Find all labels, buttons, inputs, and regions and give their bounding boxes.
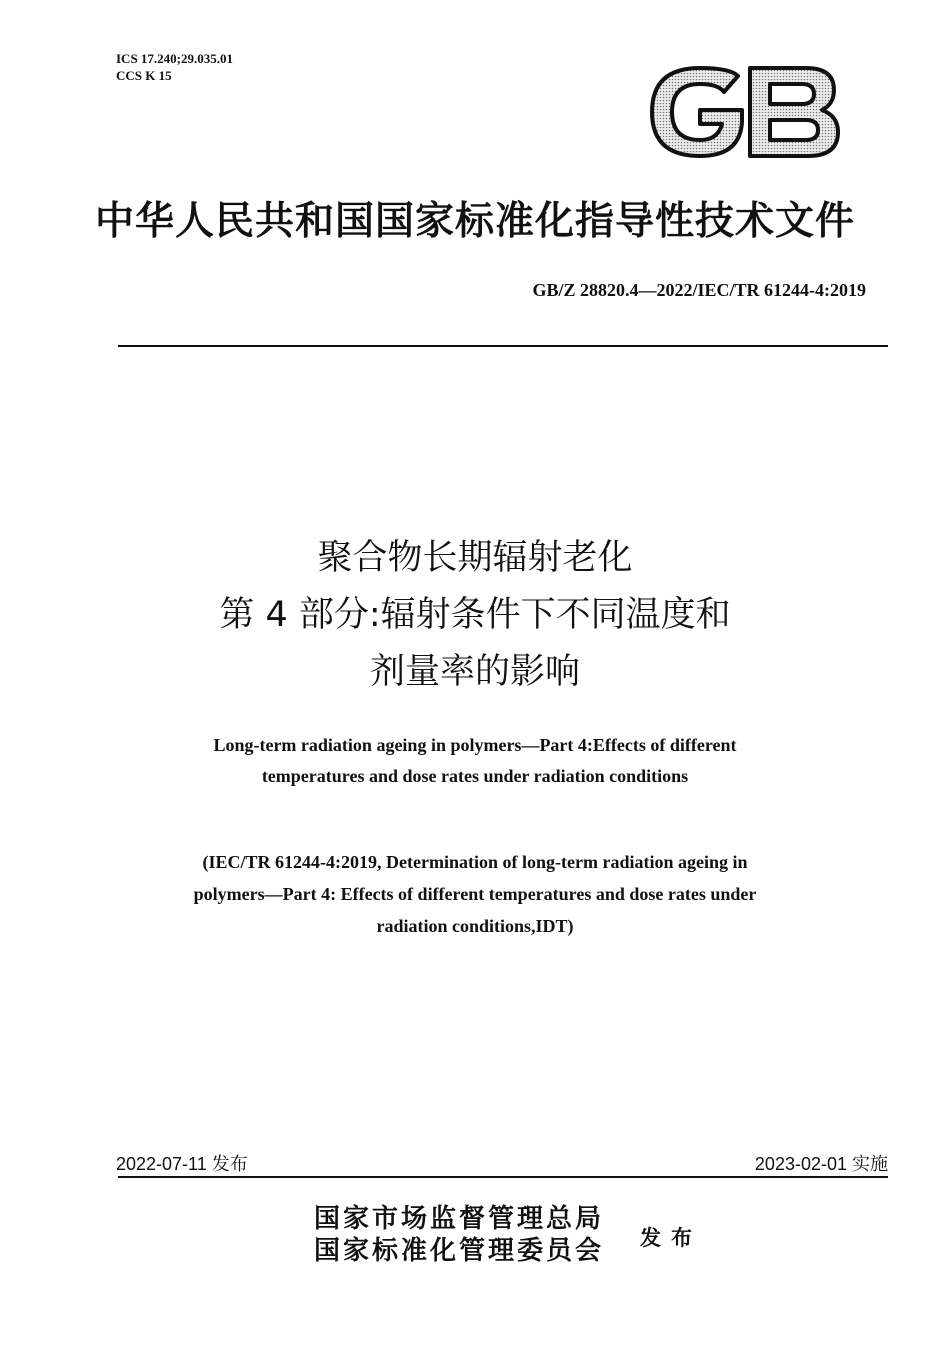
publish-label: 发布: [640, 1225, 702, 1250]
issuing-authorities: [314, 1203, 604, 1267]
chinese-title-line-1: 聚合物长期辐射老化: [317, 538, 633, 578]
standard-number: GB/Z 28820.4—2022/IEC/TR 61244-4:2019: [532, 280, 866, 300]
document-type-title: 中华人民共和国国家标准化指导性技术文件: [94, 199, 855, 244]
adoption-note-line-1: (IEC/TR 61244-4:2019, Determination of long-term radiation ageing in: [202, 852, 748, 872]
chinese-title: [0, 530, 950, 701]
english-title-line-2: temperatures and dose rates under radiation conditions: [261, 766, 689, 786]
header-divider: [118, 345, 888, 347]
implementation-date: 2023-02-01 实施: [754, 1154, 888, 1174]
english-title-line-1: Long-term radiation ageing in polymers—Part 4:Effects of different: [213, 735, 737, 755]
issuer-sac: 国家标准化管理委员会: [314, 1236, 605, 1266]
adoption-note-line-2: polymers—Part 4: Effects of different temperatures and dose rates under: [193, 884, 757, 904]
classification-codes: [116, 50, 233, 84]
issuer-samr: 国家市场监督管理总局: [314, 1204, 605, 1234]
adoption-note: [0, 846, 950, 942]
ccs-code: CCS K 15: [116, 68, 172, 83]
gb-logo: [650, 66, 840, 158]
chinese-title-line-2: 第 4 部分:辐射条件下不同温度和: [219, 595, 731, 635]
ics-code: ICS 17.240;29.035.01: [116, 51, 234, 66]
adoption-note-line-3: radiation conditions,IDT): [376, 916, 574, 936]
chinese-title-line-3: 剂量率的影响: [369, 652, 580, 692]
issue-date: 2022-07-11 发布: [116, 1154, 248, 1174]
footer-divider: [118, 1176, 888, 1178]
english-title: [0, 730, 950, 792]
